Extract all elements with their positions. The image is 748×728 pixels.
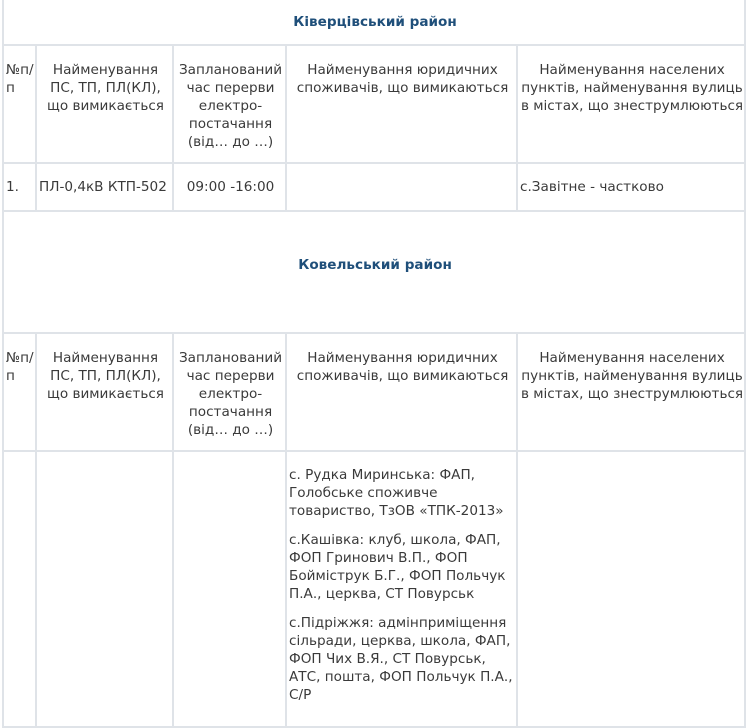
row-consumers [286, 163, 517, 211]
table-header-row [3, 45, 745, 163]
header-planned-time: Запланований час перерви електро-постачання (від… до …) [173, 333, 286, 451]
row-number [3, 451, 36, 727]
header-planned-time: Запланований час перерви електро-постачання (від… до …) [173, 45, 286, 163]
header-object-name: Найменування ПС, ТП, ПЛ(КЛ), що вимикається [36, 45, 173, 163]
district-title-row [3, 0, 745, 45]
row-consumers [286, 451, 517, 727]
row-object-name [36, 451, 173, 727]
header-consumers: Найменування юридичних споживачів, що вимикаються [286, 45, 517, 163]
table-row [3, 163, 745, 211]
consumer-paragraph: с. Рудка Миринська: ФАП, Голобське споживче товариство, ТзОВ «ТПК-2013» [289, 467, 504, 519]
table-header-row [3, 333, 745, 451]
header-places: Найменування населених пунктів, найменування вулиць в містах, що знеструмлюються [517, 333, 745, 451]
row-places: с.Завітне - частково [517, 163, 745, 211]
row-object-name: ПЛ-0,4кВ КТП-502 [36, 163, 173, 211]
header-object-name: Найменування ПС, ТП, ПЛ(КЛ), що вимикається [36, 333, 173, 451]
row-planned-time: 09:00 -16:00 [173, 163, 286, 211]
header-number: №п/п [3, 333, 36, 451]
row-planned-time [173, 451, 286, 727]
consumer-paragraph: с.Підріжжя: адмінприміщення сільради, церква, школа, ФАП, ФОП Чих В.Я., СТ Повурськ, АТС, пошта, ФОП Польчук П.А., С/Р [289, 615, 513, 703]
row-places [517, 451, 745, 727]
consumer-paragraph: с.Кашівка: клуб, школа, ФАП, ФОП Гринович В.П., ФОП Боймiструк Б.Г., ФОП Польчук П.А., церква, СТ Повурськ [289, 532, 506, 602]
row-number: 1. [3, 163, 36, 211]
district-title-row [3, 211, 745, 333]
header-consumers: Найменування юридичних споживачів, що вимикаються [286, 333, 517, 451]
outage-schedule-table [2, 0, 746, 728]
header-places: Найменування населених пунктів, найменування вулиць в містах, що знеструмлюються [517, 45, 745, 163]
district-title: Ківерцівський район [3, 0, 745, 45]
district-title: Ковельський район [3, 211, 745, 333]
header-number: №п/п [3, 45, 36, 163]
table-row [3, 451, 745, 727]
